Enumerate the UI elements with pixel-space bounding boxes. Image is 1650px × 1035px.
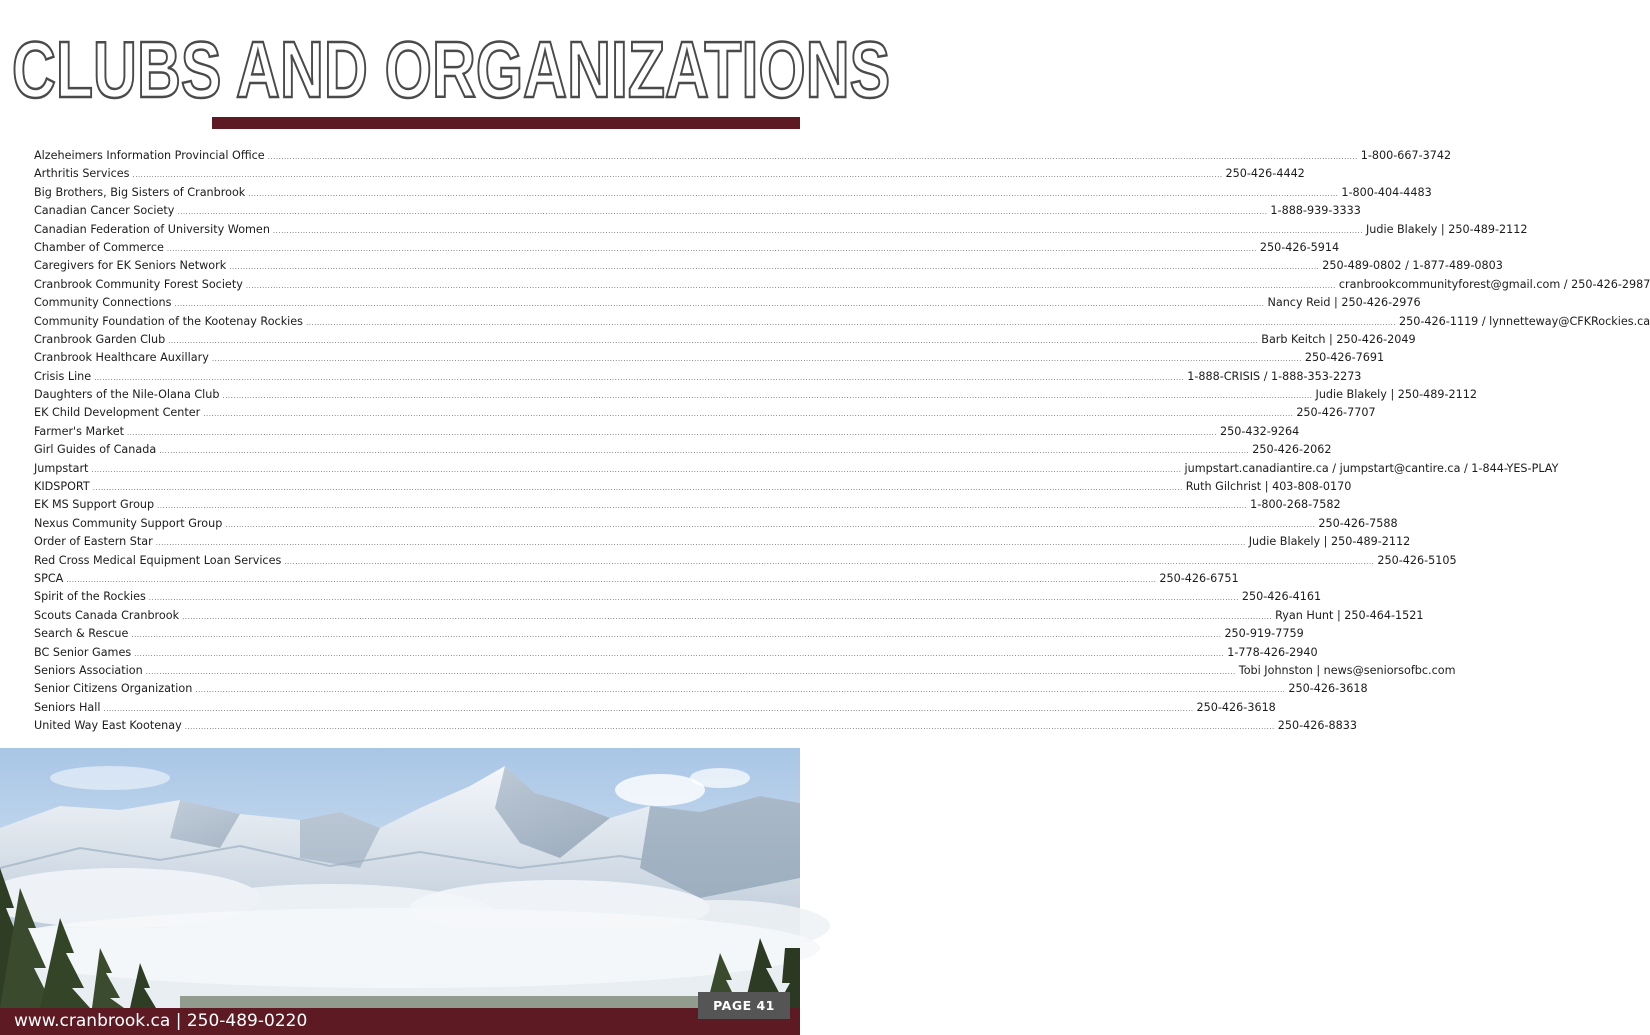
organization-name: EK Child Development Center <box>34 406 201 420</box>
contact-info: Tobi Johnston | news@seniorsofbc.com <box>1238 663 1456 677</box>
dot-leader: ................................................................................................................................................................................................................................................................................................................................................................................................................ <box>272 226 1363 235</box>
directory-row <box>34 480 1352 498</box>
organization-name: KIDSPORT <box>34 480 90 494</box>
contact-info: 1-800-268-7582 <box>1250 498 1341 512</box>
dot-leader: ................................................................................................................................................................................................................................................................................................................................................................................................................ <box>177 208 1268 217</box>
contact-info: cranbrookcommunityforest@gmail.com / 250-426-2987 <box>1338 277 1650 291</box>
dot-leader: ................................................................................................................................................................................................................................................................................................................................................................................................................ <box>222 392 1313 401</box>
directory-row <box>34 259 1503 277</box>
organization-name: Cranbrook Garden Club <box>34 332 166 346</box>
dot-leader: ................................................................................................................................................................................................................................................................................................................................................................................................................ <box>267 153 1358 161</box>
contact-info: Judie Blakely | 250-489-2112 <box>1315 388 1478 402</box>
dot-leader: ................................................................................................................................................................................................................................................................................................................................................................................................................ <box>245 281 1336 290</box>
contact-info: 250-426-5105 <box>1377 553 1457 567</box>
directory-list <box>34 149 1650 738</box>
contact-info: Ruth Gilchrist | 403-808-0170 <box>1185 480 1352 494</box>
organization-name: Senior Citizens Organization <box>34 682 193 696</box>
directory-row <box>34 590 1322 608</box>
contact-info: 250-432-9264 <box>1220 424 1300 438</box>
organization-name: Seniors Association <box>34 663 143 677</box>
contact-info: 1-888-CRISIS / 1-888-353-2273 <box>1187 369 1362 383</box>
contact-info: 1-800-667-3742 <box>1360 149 1452 162</box>
contact-info: 250-426-1119 / lynnetteway@CFKRockies.ca <box>1399 314 1650 328</box>
dot-leader: ................................................................................................................................................................................................................................................................................................................................................................................................................ <box>229 263 1320 272</box>
dot-leader: ................................................................................................................................................................................................................................................................................................................................................................................................................ <box>145 667 1236 676</box>
dot-leader: ................................................................................................................................................................................................................................................................................................................................................................................................................ <box>134 649 1225 658</box>
dot-leader: ................................................................................................................................................................................................................................................................................................................................................................................................................ <box>131 631 1222 640</box>
directory-row <box>34 277 1650 296</box>
dot-leader: ................................................................................................................................................................................................................................................................................................................................................................................................................ <box>184 723 1275 732</box>
directory-row <box>34 185 1432 204</box>
organization-name: Seniors Hall <box>34 700 101 714</box>
dot-leader: ................................................................................................................................................................................................................................................................................................................................................................................................................ <box>203 410 1294 419</box>
dot-leader: ................................................................................................................................................................................................................................................................................................................................................................................................................ <box>148 594 1239 603</box>
organization-name: SPCA <box>34 571 64 585</box>
contact-info: 250-489-0802 / 1-877-489-0803 <box>1322 259 1503 273</box>
dot-leader: ................................................................................................................................................................................................................................................................................................................................................................................................................ <box>306 318 1397 327</box>
contact-info: 250-426-8833 <box>1277 719 1358 733</box>
directory-row <box>34 627 1304 645</box>
dot-leader: ................................................................................................................................................................................................................................................................................................................................................................................................................ <box>94 373 1185 382</box>
directory-row <box>34 149 1452 167</box>
page-title: CLUBS AND ORGANIZATIONS <box>12 25 891 114</box>
directory-row <box>34 719 1358 737</box>
directory-row <box>34 222 1528 241</box>
directory-row <box>34 240 1340 259</box>
contact-info: 250-426-7707 <box>1296 406 1376 420</box>
organization-name: Red Cross Medical Equipment Loan Services <box>34 553 282 567</box>
organization-name: Spirit of the Rockies <box>34 590 146 604</box>
contact-info: Nancy Reid | 250-426-2976 <box>1267 296 1421 310</box>
title-underline-bar <box>212 117 800 129</box>
directory-row <box>34 682 1368 700</box>
dot-leader: ................................................................................................................................................................................................................................................................................................................................................................................................................ <box>182 612 1273 621</box>
dot-leader: ................................................................................................................................................................................................................................................................................................................................................................................................................ <box>284 557 1375 566</box>
organization-name: Chamber of Commerce <box>34 240 164 254</box>
mountain-photo <box>0 748 800 1008</box>
footer-bar <box>0 1008 800 1035</box>
directory-row <box>34 332 1416 351</box>
contact-info: 250-426-7588 <box>1318 516 1398 530</box>
organization-name: Canadian Cancer Society <box>34 204 175 218</box>
contact-info: 250-426-4442 <box>1225 167 1305 181</box>
contact-info: 1-778-426-2940 <box>1227 645 1318 659</box>
organization-name: EK MS Support Group <box>34 498 155 512</box>
organization-name: United Way East Kootenay <box>34 719 182 733</box>
contact-info: Barb Keitch | 250-426-2049 <box>1261 332 1416 346</box>
dot-leader: ................................................................................................................................................................................................................................................................................................................................................................................................................ <box>155 539 1246 548</box>
contact-info: 1-888-939-3333 <box>1270 204 1361 218</box>
organization-name: Girl Guides of Canada <box>34 443 157 457</box>
contact-info: 250-919-7759 <box>1224 627 1304 641</box>
dot-leader: ................................................................................................................................................................................................................................................................................................................................................................................................................ <box>132 171 1223 180</box>
organization-name: Scouts Canada Cranbrook <box>34 608 180 622</box>
directory-row <box>34 204 1361 222</box>
directory-row <box>34 388 1478 406</box>
directory-row <box>34 461 1559 480</box>
dot-leader: ................................................................................................................................................................................................................................................................................................................................................................................................................ <box>92 484 1183 493</box>
dot-leader: ................................................................................................................................................................................................................................................................................................................................................................................................................ <box>195 686 1286 695</box>
organization-name: Jumpstart <box>34 461 89 475</box>
dot-leader: ................................................................................................................................................................................................................................................................................................................................................................................................................ <box>225 520 1316 529</box>
contact-info: 250-426-2062 <box>1252 443 1332 457</box>
contact-info: 1-800-404-4483 <box>1341 185 1432 199</box>
directory-row <box>34 351 1385 369</box>
organization-name: Cranbrook Community Forest Society <box>34 277 243 291</box>
contact-info: 250-426-3618 <box>1288 682 1368 696</box>
directory-row <box>34 553 1457 572</box>
organization-name: Community Foundation of the Kootenay Rockies <box>34 314 303 328</box>
directory-row <box>34 645 1318 664</box>
contact-info: 250-426-5914 <box>1259 240 1340 254</box>
organization-name: Crisis Line <box>34 369 92 383</box>
dot-leader: ................................................................................................................................................................................................................................................................................................................................................................................................................ <box>174 300 1265 309</box>
directory-row <box>34 608 1424 627</box>
contact-info: Judie Blakely | 250-489-2112 <box>1248 535 1411 549</box>
dot-leader: ................................................................................................................................................................................................................................................................................................................................................................................................................ <box>159 447 1250 456</box>
contact-info: 250-426-6751 <box>1159 571 1239 585</box>
dot-leader: ................................................................................................................................................................................................................................................................................................................................................................................................................ <box>248 189 1339 198</box>
directory-row <box>34 424 1300 443</box>
organization-name: Nexus Community Support Group <box>34 516 223 530</box>
dot-leader: ................................................................................................................................................................................................................................................................................................................................................................................................................ <box>157 502 1248 511</box>
organization-name: Daughters of the Nile-Olana Club <box>34 388 220 402</box>
dot-leader: ................................................................................................................................................................................................................................................................................................................................................................................................................ <box>103 704 1194 713</box>
dot-leader: ................................................................................................................................................................................................................................................................................................................................................................................................................ <box>168 336 1259 345</box>
contact-info: 250-426-3618 <box>1196 700 1276 714</box>
organization-name: BC Senior Games <box>34 645 132 659</box>
directory-row <box>34 314 1650 333</box>
directory-row <box>34 369 1362 388</box>
organization-name: Order of Eastern Star <box>34 535 153 549</box>
organization-name: Farmer's Market <box>34 424 124 438</box>
dot-leader: ................................................................................................................................................................................................................................................................................................................................................................................................................ <box>66 575 1157 584</box>
directory-row <box>34 700 1276 719</box>
dot-leader: ................................................................................................................................................................................................................................................................................................................................................................................................................ <box>211 355 1302 364</box>
directory-row <box>34 535 1411 553</box>
directory-row <box>34 167 1305 185</box>
contact-info: Ryan Hunt | 250-464-1521 <box>1275 608 1424 622</box>
directory-row <box>34 663 1456 682</box>
dot-leader: ................................................................................................................................................................................................................................................................................................................................................................................................................ <box>166 244 1257 253</box>
directory-row <box>34 516 1398 535</box>
dot-leader: ................................................................................................................................................................................................................................................................................................................................................................................................................ <box>91 465 1182 474</box>
organization-name: Search & Rescue <box>34 627 129 641</box>
directory-row <box>34 406 1376 424</box>
organization-name: Community Connections <box>34 296 172 310</box>
organization-name: Big Brothers, Big Sisters of Cranbrook <box>34 185 246 199</box>
directory-row <box>34 296 1421 314</box>
contact-info: Judie Blakely | 250-489-2112 <box>1365 222 1528 236</box>
organization-name: Alzeheimers Information Provincial Office <box>34 149 265 162</box>
directory-row <box>34 571 1239 590</box>
page-number-badge: PAGE 41 <box>698 992 790 1019</box>
footer-contact: www.cranbrook.ca | 250-489-0220 <box>14 1011 308 1031</box>
dot-leader: ................................................................................................................................................................................................................................................................................................................................................................................................................ <box>126 428 1218 437</box>
contact-info: jumpstart.canadiantire.ca / jumpstart@cantire.ca / 1-844-YES-PLAY <box>1184 461 1559 475</box>
contact-info: 250-426-7691 <box>1304 351 1385 365</box>
contact-info: 250-426-4161 <box>1241 590 1322 604</box>
organization-name: Canadian Federation of University Women <box>34 222 270 236</box>
directory-row <box>34 498 1341 516</box>
directory-row <box>34 443 1332 461</box>
organization-name: Cranbrook Healthcare Auxillary <box>34 351 209 365</box>
organization-name: Caregivers for EK Seniors Network <box>34 259 227 273</box>
organization-name: Arthritis Services <box>34 167 130 181</box>
